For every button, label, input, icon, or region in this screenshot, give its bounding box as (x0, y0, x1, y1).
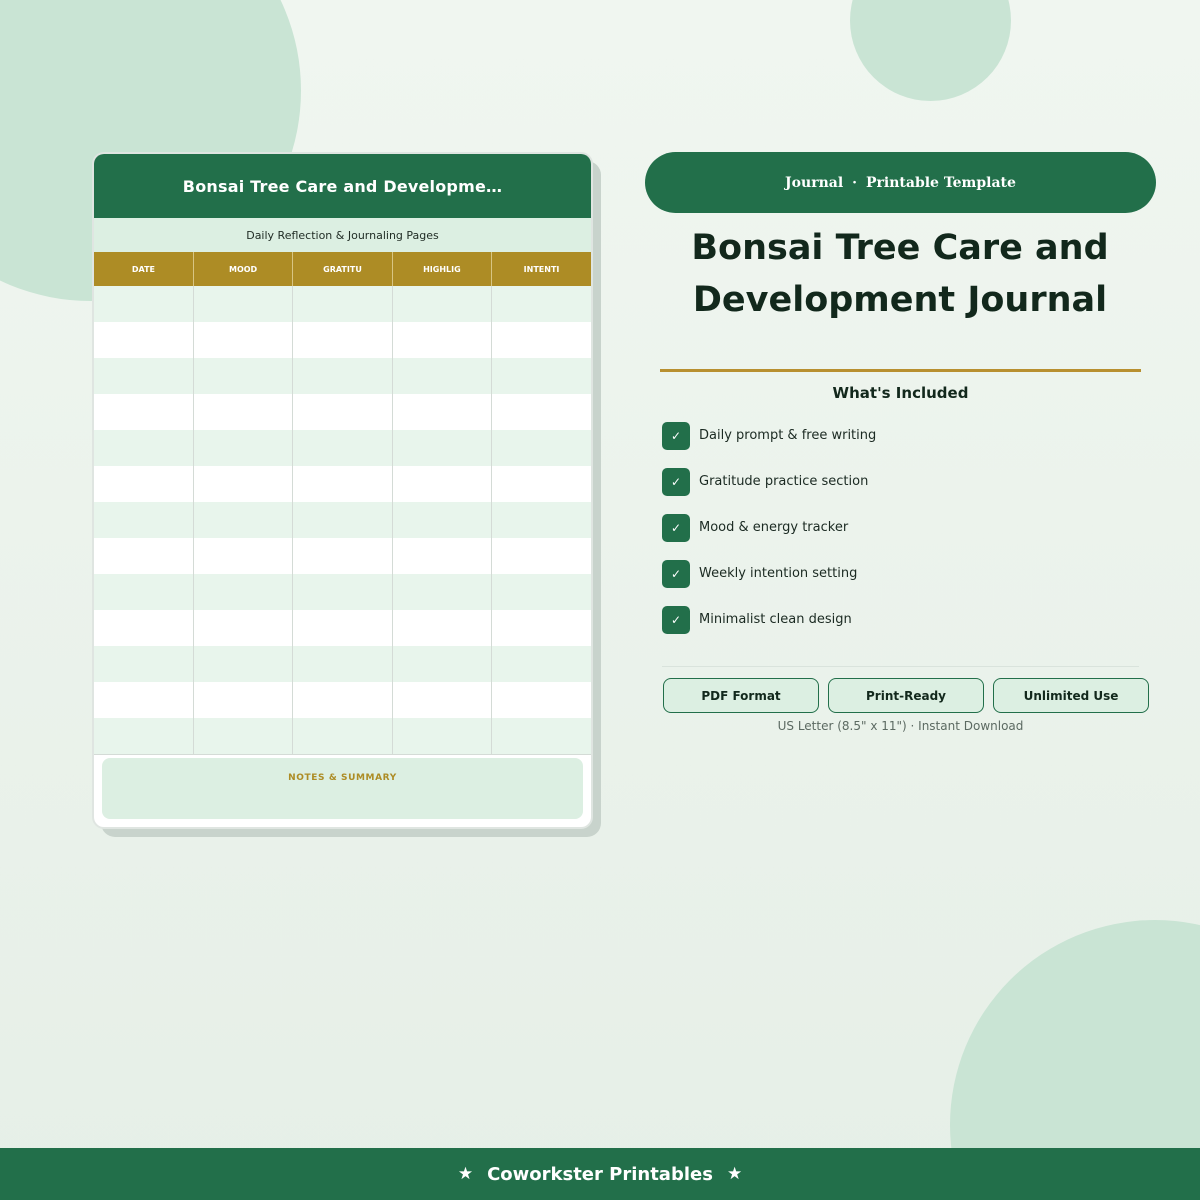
table-cell (492, 394, 591, 430)
table-cell (492, 322, 591, 358)
feature-list (662, 422, 876, 652)
check-icon: ✓ (662, 422, 690, 450)
badge-row (663, 678, 1149, 713)
table-cell (392, 466, 491, 502)
check-icon: ✓ (662, 514, 690, 542)
title-divider (660, 369, 1141, 372)
table-cell (392, 502, 491, 538)
table-cell (94, 538, 193, 574)
table-cell (492, 358, 591, 394)
table-cell (293, 682, 392, 718)
table-cell (293, 358, 392, 394)
table-cell (392, 430, 491, 466)
table-cell (293, 574, 392, 610)
table-cell (193, 646, 292, 682)
feature-item (662, 606, 876, 633)
table-row (94, 718, 591, 754)
table-cell (392, 646, 491, 682)
table-cell (392, 358, 491, 394)
pill-separator: · (852, 174, 858, 191)
table-cell (94, 322, 193, 358)
format-note: US Letter (8.5" x 11") · Instant Download (777, 719, 1024, 733)
table-cell (492, 430, 591, 466)
table-cell (193, 430, 292, 466)
check-icon: ✓ (662, 606, 690, 634)
template-type-label: Printable Template (866, 174, 1016, 191)
table-cell (94, 646, 193, 682)
table-cell (94, 718, 193, 754)
table-cell (94, 430, 193, 466)
table-cell (293, 646, 392, 682)
column-header-highlight: HIGHLIG (392, 252, 491, 286)
table-cell (94, 682, 193, 718)
table-cell (293, 502, 392, 538)
table-cell (193, 538, 292, 574)
table-header-row (94, 252, 591, 286)
feature-item (662, 468, 876, 495)
table-cell (492, 502, 591, 538)
table-cell (293, 538, 392, 574)
unlimited-use-badge: Unlimited Use (993, 678, 1149, 713)
table-cell (392, 718, 491, 754)
table-cell (94, 286, 193, 322)
table-cell (293, 430, 392, 466)
sheet-subtitle: Daily Reflection & Journaling Pages (94, 218, 591, 252)
table-row (94, 682, 591, 718)
table-cell (293, 322, 392, 358)
table-cell (193, 718, 292, 754)
table-cell (492, 718, 591, 754)
table-row (94, 646, 591, 682)
table-cell (193, 682, 292, 718)
column-header-mood: MOOD (193, 252, 292, 286)
feature-label: Gratitude practice section (699, 474, 869, 489)
category-pill (645, 152, 1156, 213)
journal-log-table (94, 252, 591, 755)
sheet-header (94, 154, 591, 218)
star-icon: ★ (457, 1164, 474, 1184)
table-cell (392, 286, 491, 322)
table-row (94, 322, 591, 358)
column-header-intention: INTENTI (492, 252, 591, 286)
badges-divider (662, 666, 1139, 667)
category-label: Journal (785, 174, 844, 191)
table-row (94, 502, 591, 538)
table-cell (492, 466, 591, 502)
table-cell (193, 394, 292, 430)
table-row (94, 358, 591, 394)
table-cell (293, 466, 392, 502)
table-row (94, 466, 591, 502)
table-cell (193, 286, 292, 322)
table-cell (392, 610, 491, 646)
brand-name: Coworkster Printables (487, 1163, 713, 1185)
table-cell (492, 646, 591, 682)
table-row (94, 394, 591, 430)
pdf-format-badge: PDF Format (663, 678, 819, 713)
feature-item (662, 560, 876, 587)
table-row (94, 286, 591, 322)
column-header-date: DATE (94, 252, 193, 286)
table-cell (293, 610, 392, 646)
table-row (94, 538, 591, 574)
feature-label: Daily prompt & free writing (699, 428, 877, 443)
table-cell (193, 358, 292, 394)
journal-page-preview (92, 152, 593, 829)
table-cell (94, 466, 193, 502)
table-cell (392, 682, 491, 718)
table-cell (492, 682, 591, 718)
table-row (94, 610, 591, 646)
sheet-title: Bonsai Tree Care and Developme… (182, 176, 503, 196)
table-cell (492, 286, 591, 322)
feature-label: Minimalist clean design (699, 612, 852, 627)
star-icon: ★ (726, 1164, 743, 1184)
table-row (94, 430, 591, 466)
table-cell (94, 502, 193, 538)
table-cell (492, 538, 591, 574)
table-row (94, 574, 591, 610)
table-cell (94, 574, 193, 610)
table-cell (293, 286, 392, 322)
feature-label: Weekly intention setting (699, 566, 858, 581)
table-cell (492, 574, 591, 610)
table-cell (94, 358, 193, 394)
table-cell (94, 610, 193, 646)
feature-item (662, 422, 876, 449)
table-cell (293, 718, 392, 754)
brand-footer (0, 1148, 1200, 1200)
notes-summary-box (102, 758, 583, 819)
table-body (94, 286, 591, 754)
table-cell (392, 322, 491, 358)
table-cell (193, 610, 292, 646)
table-cell (193, 322, 292, 358)
decorative-circle-top-right (850, 0, 1011, 101)
check-icon: ✓ (662, 560, 690, 588)
table-cell (392, 574, 491, 610)
table-cell (392, 394, 491, 430)
table-cell (193, 466, 292, 502)
feature-item (662, 514, 876, 541)
print-ready-badge: Print-Ready (828, 678, 984, 713)
product-title: Bonsai Tree Care and Development Journal (691, 228, 1109, 320)
table-cell (492, 610, 591, 646)
feature-label: Mood & energy tracker (699, 520, 849, 535)
table-cell (392, 538, 491, 574)
table-cell (293, 394, 392, 430)
notes-label: NOTES & SUMMARY (288, 773, 397, 783)
table-cell (193, 574, 292, 610)
whats-included-heading: What's Included (832, 384, 969, 402)
check-icon: ✓ (662, 468, 690, 496)
table-cell (94, 394, 193, 430)
column-header-gratitude: GRATITU (293, 252, 392, 286)
table-cell (193, 502, 292, 538)
